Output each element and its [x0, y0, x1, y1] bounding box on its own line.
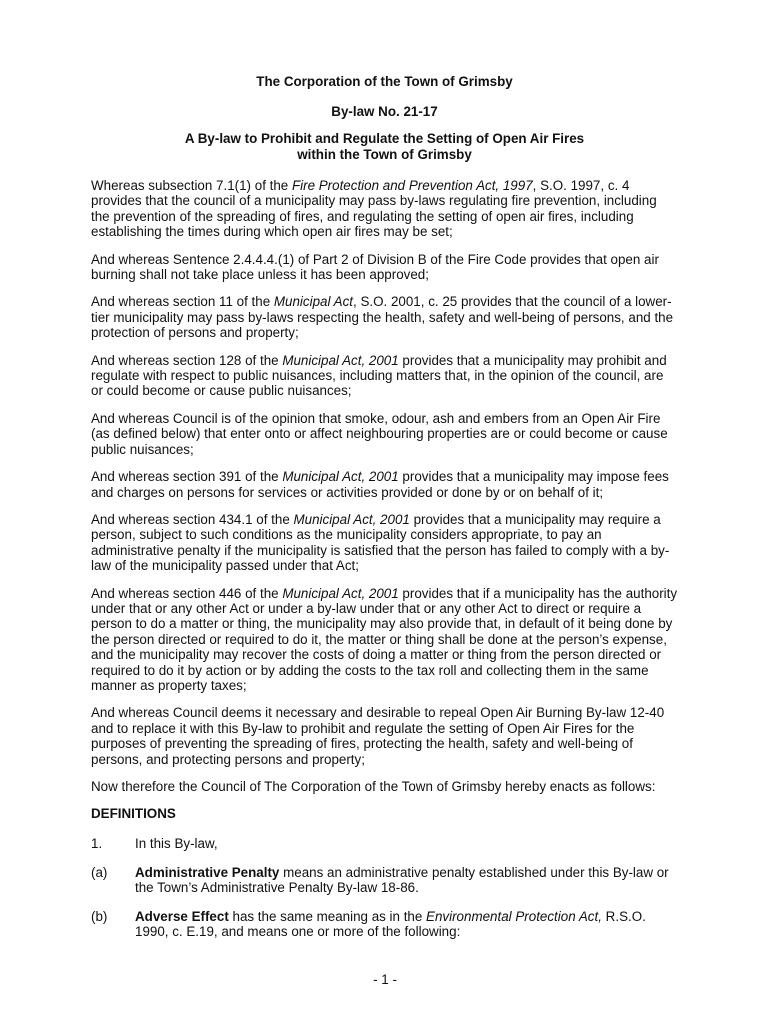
recital-paragraph: And whereas section 391 of the Municipal Act, 2001 provides that a municipality may impose fees and charges on persons for services or activities provided or done by or on behalf of it;: [91, 469, 669, 500]
bylaw-title-line-2: within the Town of Grimsby: [297, 147, 472, 162]
recital-paragraph: And whereas section 434.1 of the Municipal Act, 2001 provides that a municipality may require a person, subject to such conditions as the municipality considers appropriate, to pay an administrative penalty if the municipality is satisfied that the person has failed to comply with a by-law of the municipality passed under that Act;: [91, 511, 670, 574]
bylaw-title-line-1: A By-law to Prohibit and Regulate the Setting of Open Air Fires: [184, 131, 585, 146]
recital-paragraph: And whereas section 11 of the Municipal Act, S.O. 2001, c. 25 provides that the council of a lower-tier municipality may pass by-laws respecting the health, safety and well-being of persons, and the protection of persons and property;: [91, 294, 674, 341]
recital-paragraph: Whereas subsection 7.1(1) of the Fire Protection and Prevention Act, 1997, S.O. 1997, c. 4 provides that the council of a municipality may pass by-laws regulating fire prevention, including the prevention of the spreading of fires, and regulating the setting of open air fires, including establishing the times during which open air fires may be set;: [91, 178, 657, 240]
definition-item: [91, 865, 678, 896]
section-number: 1.: [91, 836, 103, 852]
definition-text: Administrative Penalty means an administrative penalty established under this By-law or the Town’s Administrative Penalty By-law 18-86.: [135, 864, 669, 896]
bylaw-number: By-law No. 21-17: [331, 104, 438, 119]
definition-term: Administrative Penalty: [135, 864, 280, 880]
section-1: [91, 836, 678, 851]
recital-paragraph: And whereas section 128 of the Municipal Act, 2001 provides that a municipality may prohibit and regulate with respect to public nuisances, including matters that, in the opinion of the council, are or could become or cause public nuisances;: [91, 352, 667, 399]
definition-label: (b): [91, 908, 108, 924]
definition-label: (a): [91, 864, 108, 880]
page-number: - 1 -: [373, 972, 397, 987]
enacting-clause: Now therefore the Council of The Corporation of the Town of Grimsby hereby enacts as follows:: [91, 779, 656, 794]
definitions-heading: DEFINITIONS: [91, 806, 176, 822]
recital-paragraph: And whereas section 446 of the Municipal Act, 2001 provides that if a municipality has the authority under that or any other Act or under a by-law under that or any other Act to direct or require a person to do a matter or thing, the municipality may also provide that, in default of it being done by the person directed or required to do it, the matter or thing shall be done at the person’s expense, and the municipality may recover the costs of doing a matter or thing from the person directed or required to do it by action or by adding the costs to the tax roll and collecting them in the same manner as property taxes;: [91, 585, 678, 693]
section-text: In this By-law,: [135, 836, 218, 852]
recital-paragraph: And whereas Council deems it necessary and desirable to repeal Open Air Burning By-law 12-40 and to replace it with this By-law to prohibit and regulate the setting of Open Air Fires for the purposes of preventing the spreading of fires, protecting the health, safety and well-being of persons, and protecting persons and property;: [91, 705, 665, 767]
corporation-title: The Corporation of the Town of Grimsby: [256, 74, 513, 89]
definition-item: [91, 909, 678, 940]
definition-text: Adverse Effect has the same meaning as in the Environmental Protection Act, R.S.O. 1990, c. E.19, and means one or more of the following:: [135, 908, 646, 940]
definition-term: Adverse Effect: [135, 908, 229, 924]
recital-paragraph: And whereas Council is of the opinion that smoke, odour, ash and embers from an Open Air Fire (as defined below) that enter onto or affect neighbouring properties are or could become or cause public nuisances;: [91, 410, 668, 457]
recital-paragraph: And whereas Sentence 2.4.4.4.(1) of Part 2 of Division B of the Fire Code provides that open air burning shall not take place unless it has been approved;: [91, 251, 659, 283]
